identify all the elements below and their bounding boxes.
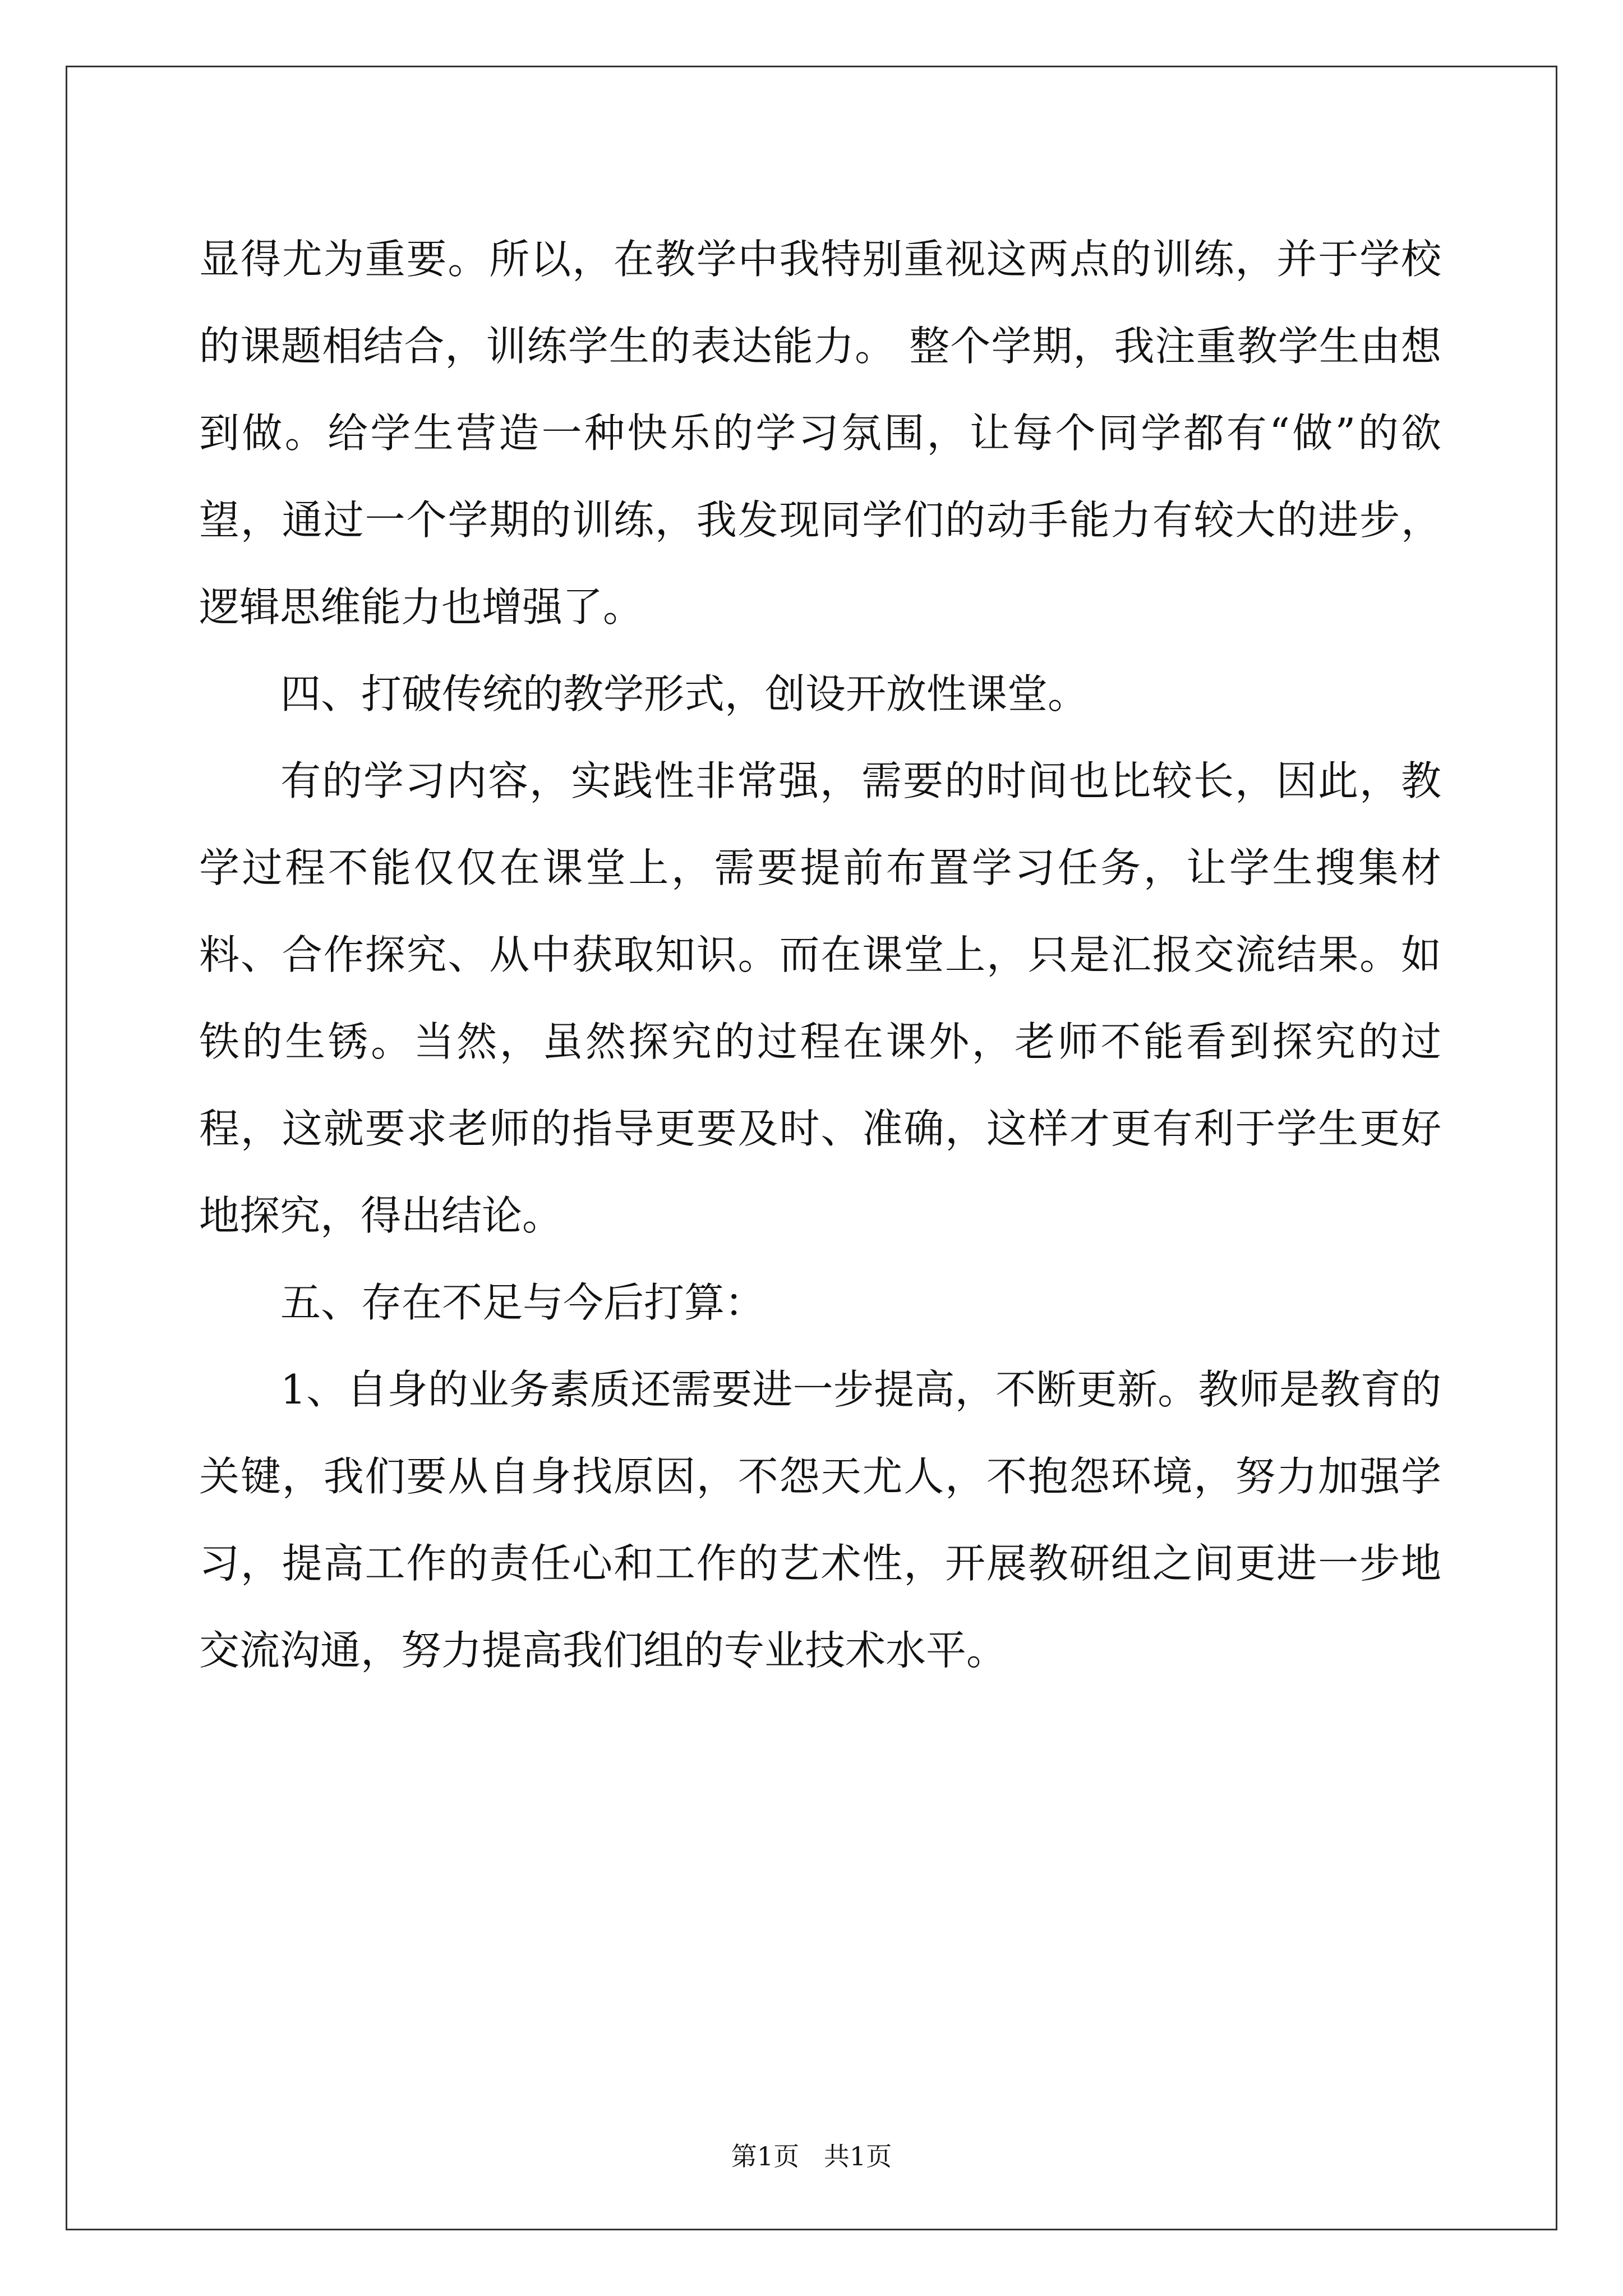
section-heading-five: 五、存在不足与今后打算： (280, 1279, 766, 1326)
section-heading-four: 四、打破传统的教学形式，创设开放性课堂。 (280, 670, 1089, 717)
paragraph-improvement-one: 1、自身的业务素质还需要进一步提高，不断更新。教师是教育的关键，我们要从自身找原因，不怨天尤人，不抱怨环境，努力加强学习，提高工作的责任心和工作的艺术性，开展教研组之间更进一步地交流沟通，努力提高我们组的专业技术水平。 (199, 1366, 1441, 1674)
paragraph-open-classroom: 有的学习内容，实践性非常强，需要的时间也比较长，因此，教学过程不能仅仅在课堂上，需要提前布置学习任务，让学生搜集材料、合作探究、从中获取知识。而在课堂上，只是汇报交流结果。如铁的生锈。当然，虽然探究的过程在课外，老师不能看到探究的过程，这就要求老师的指导更要及时、准确，这样才更有利于学生更好地探究，得出结论。 (199, 757, 1441, 1239)
document-body (199, 216, 1441, 1694)
paragraph-continuation: 显得尤为重要。所以，在教学中我特别重视这两点的训练，并于学校的课题相结合，训练学生的表达能力。 整个学期，我注重教学生由想到做。给学生营造一种快乐的学习氛围，让每个同学都有“做”的欲望，通过一个学期的训练，我发现同学们的动手能力有较大的进步，逻辑思维能力也增强了。 (199, 236, 1441, 631)
page-number-footer: 第1页 共1页 (731, 2141, 892, 2171)
